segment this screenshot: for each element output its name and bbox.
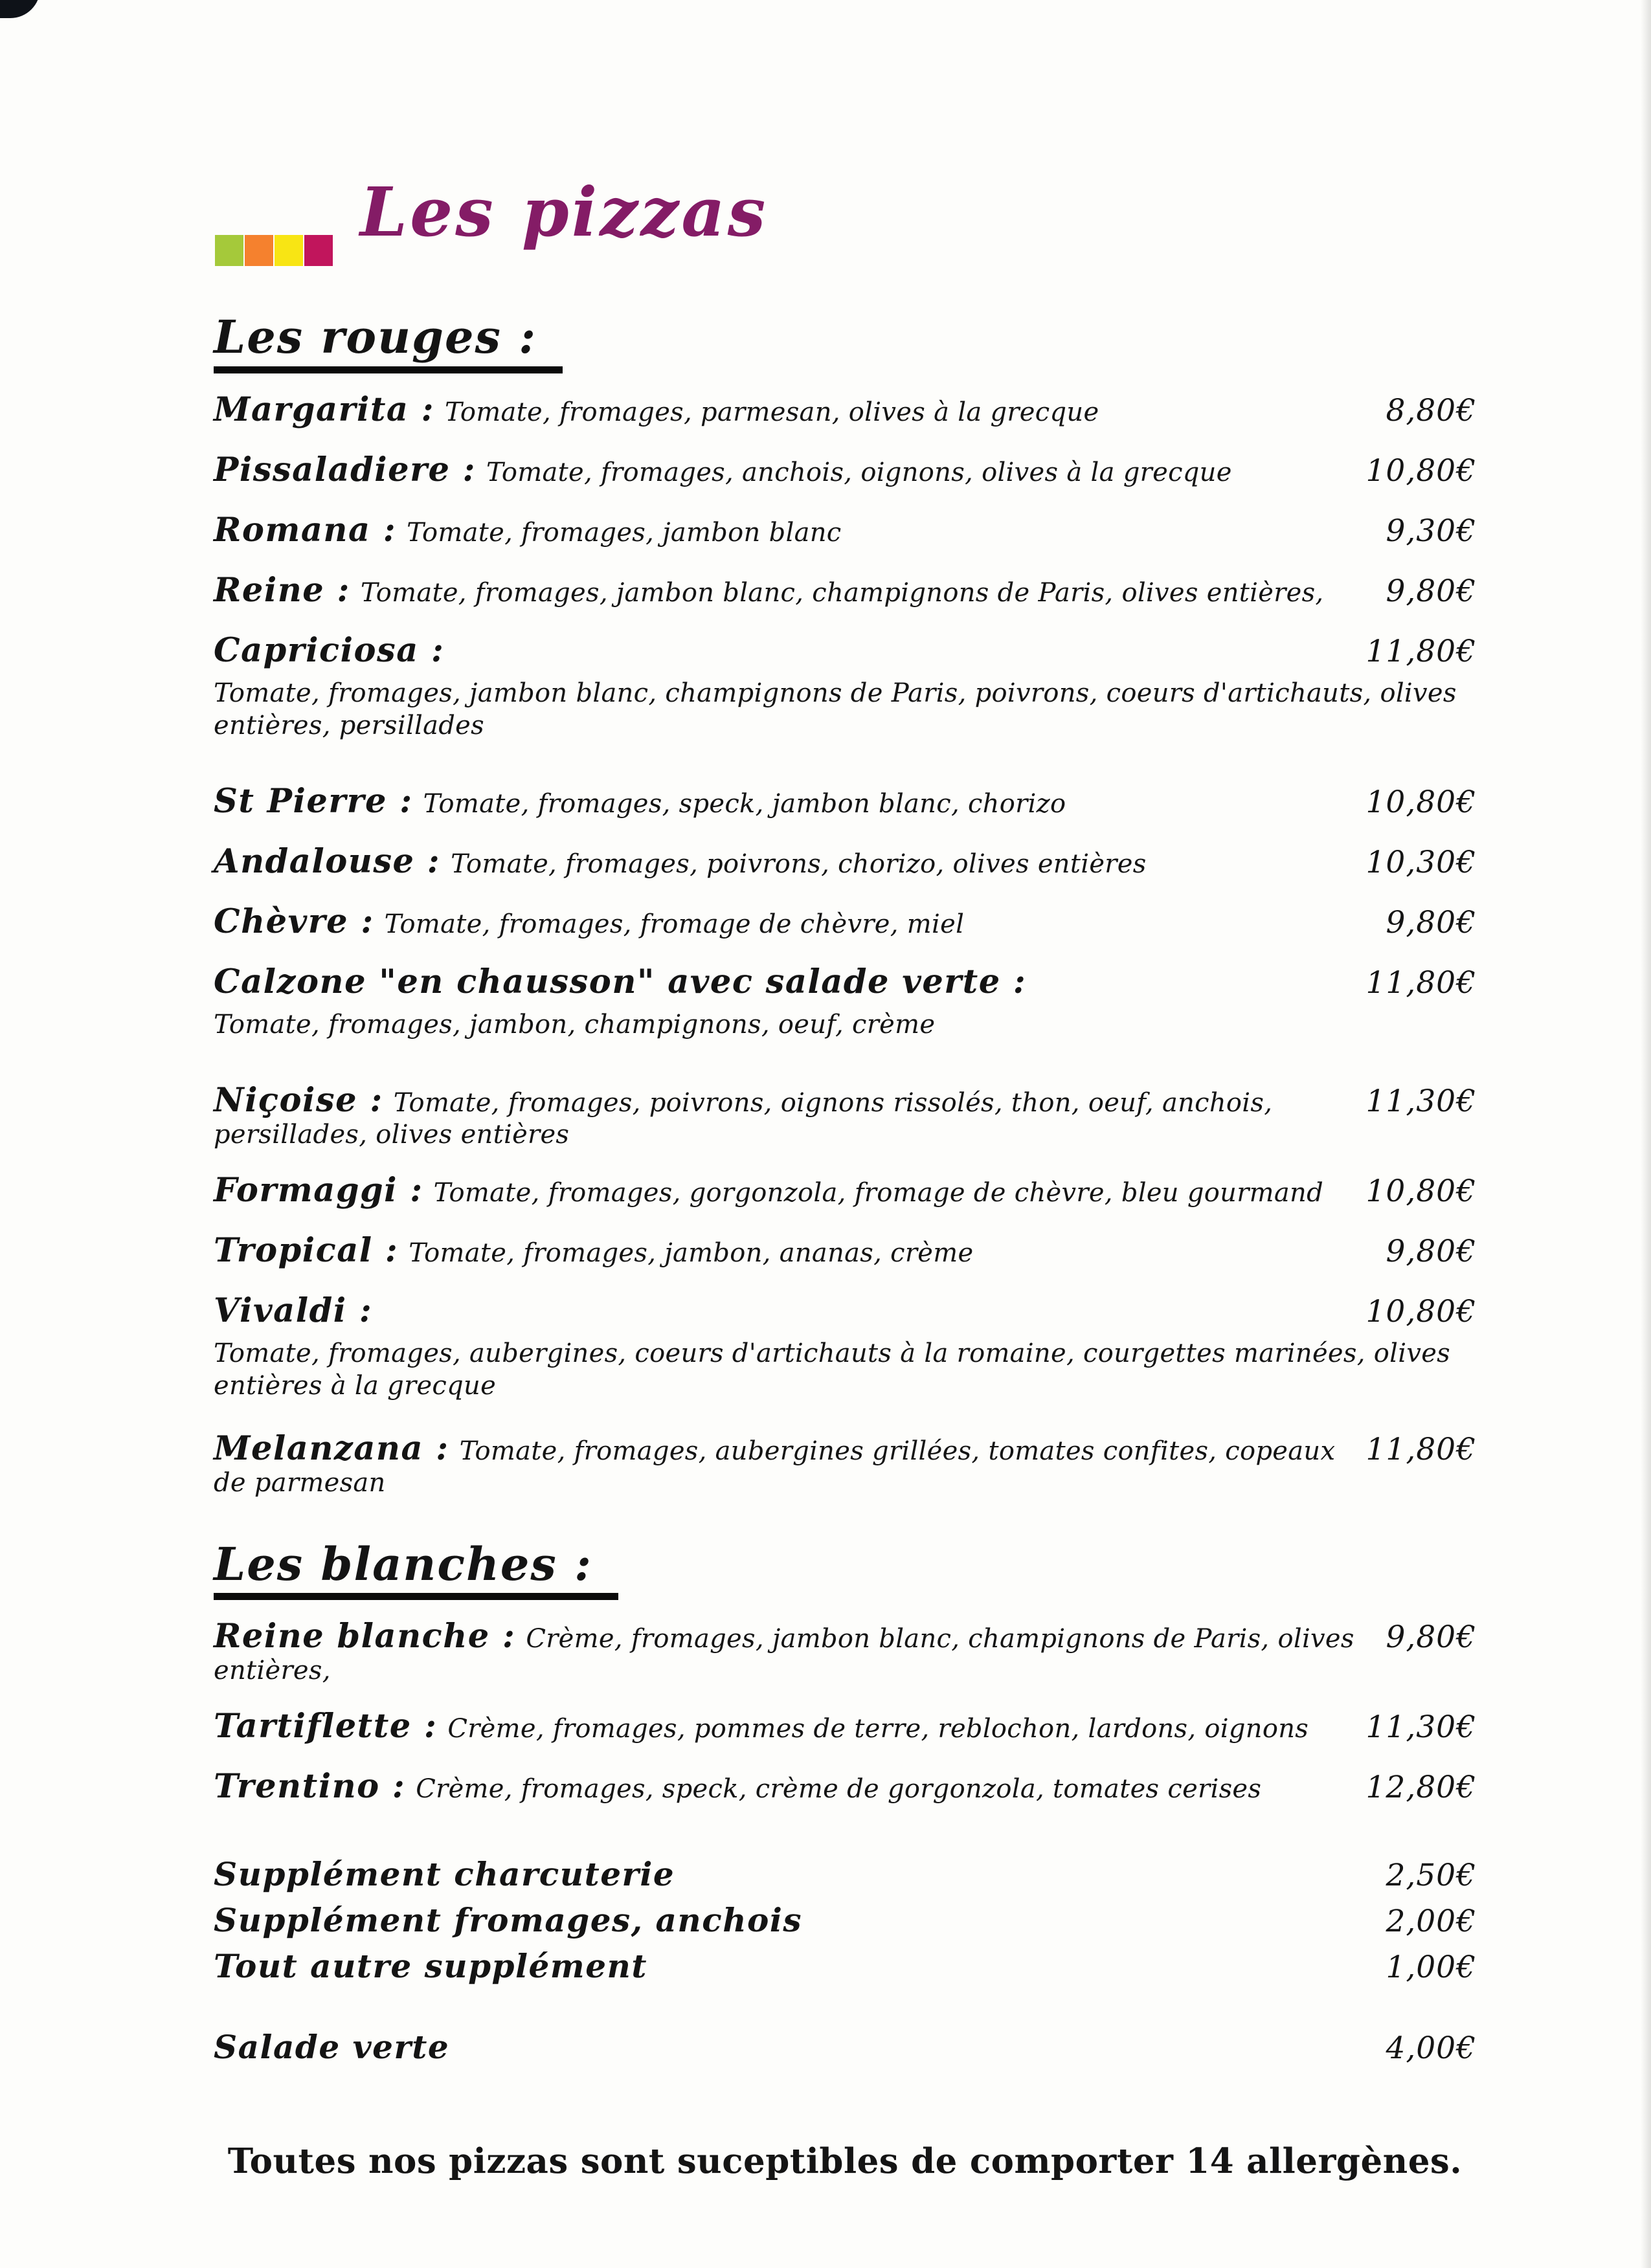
menu-item-text [214, 1231, 1366, 1270]
item-price: 11,80€ [1365, 633, 1476, 669]
supplement-name: Tout autre supplément [214, 1947, 647, 1985]
menu-item-text [214, 1291, 1347, 1330]
item-description: Tomate, fromages, poivrons, oignons rissolés, thon, oeuf, anchois, persillades, olives entières [214, 1087, 1273, 1150]
menu-item-text [214, 1707, 1347, 1746]
page-title: Les pizzas [360, 172, 769, 252]
supplements-block [214, 1855, 1476, 1985]
item-description: Tomate, fromages, jambon, ananas, crème [409, 1238, 974, 1268]
item-name: Andalouse : [214, 841, 441, 881]
scan-edge-shadow [1641, 0, 1651, 2268]
item-price: 9,30€ [1386, 513, 1476, 549]
extras-block [214, 2028, 1476, 2066]
logo-color-squares [215, 235, 334, 266]
menu-item-text [214, 1081, 1347, 1150]
menu-item-text [214, 782, 1347, 821]
supplement-price: 4,00€ [1386, 2030, 1476, 2066]
logo-square [304, 235, 333, 266]
menu-item-text [214, 511, 1366, 550]
menu-item-text [214, 962, 1347, 1001]
item-name: Margarita : [214, 390, 435, 429]
supplement-name: Supplément charcuterie [214, 1855, 675, 1893]
item-name: Reine blanche : [214, 1617, 516, 1656]
menu-item-text [214, 631, 1347, 670]
item-description: Tomate, fromages, jambon, champignons, oeuf, crème [214, 1009, 936, 1040]
supplement-row [214, 1855, 1476, 1893]
item-price: 9,80€ [1386, 1619, 1476, 1655]
item-description: Crème, fromages, speck, crème de gorgonzola, tomates cerises [416, 1774, 1262, 1804]
menu-item-row [214, 1767, 1476, 1806]
menu-item-text [214, 842, 1347, 881]
menu-item-row [214, 450, 1476, 489]
supplement-name: Salade verte [214, 2028, 450, 2066]
supplement-price: 2,00€ [1386, 1904, 1476, 1939]
item-description: Tomate, fromages, aubergines grillées, tomates confites, copeaux de parmesan [214, 1436, 1336, 1498]
item-name: Niçoise : [214, 1080, 383, 1120]
item-price: 10,80€ [1365, 1293, 1476, 1329]
item-description: Tomate, fromages, jambon blanc, champignons de Paris, poivrons, coeurs d'artichauts, olives entières, persillades [214, 678, 1457, 740]
section-heading: Les rouges : [214, 311, 563, 373]
menu-item-row [214, 1617, 1476, 1685]
menu-item-text [214, 1767, 1347, 1806]
item-price: 11,30€ [1365, 1083, 1476, 1119]
item-price: 10,30€ [1365, 844, 1476, 880]
menu-item-row [214, 782, 1476, 821]
menu-item-row [214, 631, 1476, 670]
item-price: 11,80€ [1365, 1431, 1476, 1467]
menu-item-text [214, 571, 1366, 610]
item-description: Tomate, fromages, anchois, oignons, olives à la grecque [486, 457, 1232, 487]
menu-item-row [214, 390, 1476, 429]
item-description: Tomate, fromages, jambon blanc [407, 517, 842, 548]
menu-item-row [214, 1231, 1476, 1270]
menu-item-row [214, 1429, 1476, 1498]
menu-item-text [214, 390, 1366, 429]
menu-item-text [214, 1171, 1347, 1210]
item-price: 10,80€ [1365, 452, 1476, 489]
supplement-row [214, 1901, 1476, 1939]
item-name: Melanzana : [214, 1429, 449, 1468]
item-name: Trentino : [214, 1767, 406, 1806]
logo-square [215, 235, 243, 266]
supplement-price: 1,00€ [1386, 1950, 1476, 1985]
item-description: Tomate, fromages, gorgonzola, fromage de chèvre, bleu gourmand [433, 1177, 1323, 1208]
item-price: 9,80€ [1386, 1233, 1476, 1269]
item-price: 12,80€ [1365, 1770, 1476, 1805]
item-price: 9,80€ [1386, 573, 1476, 609]
item-name: Formaggi : [214, 1170, 423, 1210]
menu-item-text [214, 1617, 1366, 1685]
logo-square [245, 235, 273, 266]
extra-item-row [214, 2028, 1476, 2066]
item-description: Tomate, fromages, jambon blanc, champignons de Paris, olives entières, [360, 577, 1324, 608]
menu-item-text [214, 1429, 1347, 1498]
item-description: Tomate, fromages, poivrons, chorizo, olives entières [451, 849, 1147, 879]
menu-content [214, 172, 1476, 2181]
item-name: Chèvre : [214, 902, 374, 941]
supplement-price: 2,50€ [1386, 1858, 1476, 1893]
menu-item-text [214, 450, 1347, 489]
logo-square [275, 235, 303, 266]
supplement-name: Supplément fromages, anchois [214, 1901, 803, 1939]
item-name: Tartiflette : [214, 1707, 438, 1746]
supplement-row [214, 1947, 1476, 1985]
section-heading: Les blanches : [214, 1539, 618, 1601]
menu-item-row [214, 1081, 1476, 1150]
item-price: 10,80€ [1365, 784, 1476, 820]
item-name: Pissaladiere : [214, 450, 476, 489]
item-price: 10,80€ [1365, 1173, 1476, 1209]
menu-item-row [214, 1707, 1476, 1746]
item-name: St Pierre : [214, 781, 413, 821]
menu-item-row [214, 842, 1476, 881]
item-description: Tomate, fromages, fromage de chèvre, miel [384, 909, 965, 939]
item-price: 11,80€ [1365, 964, 1476, 1001]
menu-header [214, 172, 1476, 288]
scan-corner-artifact [0, 0, 40, 18]
item-description: Tomate, fromages, speck, jambon blanc, chorizo [423, 788, 1066, 819]
item-description: Crème, fromages, pommes de terre, reblochon, lardons, oignons [447, 1714, 1309, 1744]
item-name: Reine : [214, 570, 350, 610]
menu-item-row [214, 511, 1476, 550]
item-description: Tomate, fromages, aubergines, coeurs d'artichauts à la romaine, courgettes marinées, olives entières à la grecque [214, 1338, 1451, 1401]
item-description: Tomate, fromages, parmesan, olives à la grecque [445, 397, 1099, 427]
item-name: Romana : [214, 510, 397, 550]
menu-item-row [214, 571, 1476, 610]
menu-sections [214, 292, 1476, 1806]
menu-item-row [214, 962, 1476, 1001]
menu-item-row [214, 902, 1476, 941]
item-price: 8,80€ [1386, 392, 1476, 428]
item-name: Calzone "en chausson" avec salade verte : [214, 962, 1027, 1001]
menu-item-row [214, 1291, 1476, 1330]
item-description: Crème, fromages, jambon blanc, champignons de Paris, olives entières, [214, 1624, 1354, 1685]
menu-item-row [214, 1171, 1476, 1210]
item-price: 9,80€ [1386, 904, 1476, 940]
allergen-notice: Toutes nos pizzas sont suceptibles de comporter 14 allergènes. [227, 2141, 1463, 2181]
item-name: Capriciosa : [214, 630, 445, 670]
item-name: Tropical : [214, 1230, 399, 1270]
item-name: Vivaldi : [214, 1291, 373, 1330]
item-price: 11,30€ [1365, 1709, 1476, 1745]
menu-item-text [214, 902, 1366, 941]
